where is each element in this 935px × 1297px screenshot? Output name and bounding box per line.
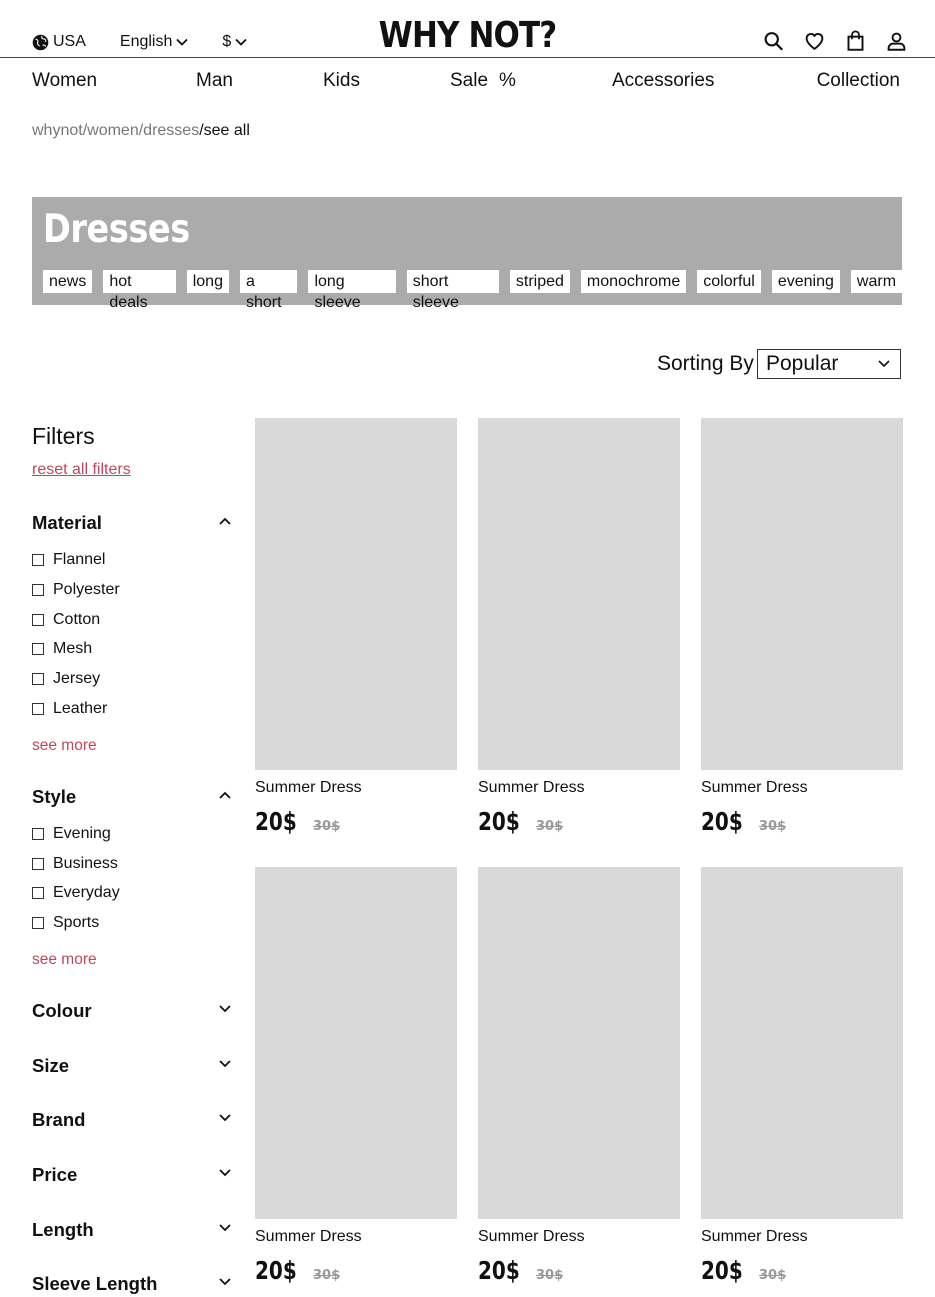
tag-warm[interactable]: warm	[851, 270, 902, 293]
tag-news[interactable]: news	[43, 270, 92, 293]
header-icons	[763, 30, 907, 52]
filter-price-header[interactable]: Price	[32, 1164, 78, 1185]
product-image[interactable]	[255, 867, 457, 1219]
option-label: Jersey	[53, 670, 101, 687]
option-label: Cotton	[53, 611, 101, 628]
language-label: English	[119, 33, 173, 50]
product-old-price: 30$	[759, 819, 787, 834]
nav-kids[interactable]: Kids	[323, 70, 360, 91]
product-card[interactable]	[478, 867, 680, 1285]
product-price: 20$	[255, 807, 297, 836]
main-nav	[32, 70, 900, 96]
page-title: Dresses	[43, 207, 190, 252]
filters-title: Filters	[32, 423, 95, 449]
user-icon[interactable]	[886, 30, 907, 52]
globe-icon	[32, 34, 49, 51]
filter-option-flannel[interactable]	[32, 551, 105, 569]
product-image[interactable]	[701, 418, 903, 770]
checkbox[interactable]	[32, 673, 44, 685]
tag-list	[43, 270, 902, 311]
filter-option-everyday[interactable]	[32, 884, 120, 902]
tag-long[interactable]: long	[187, 270, 229, 293]
chevron-down-icon[interactable]	[218, 1113, 232, 1123]
product-old-price: 30$	[313, 1268, 341, 1283]
chevron-up-icon[interactable]	[218, 790, 232, 800]
checkbox[interactable]	[32, 703, 44, 715]
option-label: Mesh	[53, 640, 93, 657]
filter-option-cotton[interactable]	[32, 611, 100, 629]
product-price: 20$	[478, 807, 520, 836]
product-name[interactable]: Summer Dress	[701, 779, 808, 796]
option-label: Leather	[53, 700, 108, 717]
filter-colour-header[interactable]: Colour	[32, 1000, 92, 1021]
filter-option-sports[interactable]	[32, 914, 99, 932]
chevron-down-icon[interactable]	[218, 1004, 232, 1014]
currency-label: $	[222, 33, 232, 50]
option-label: Everyday	[53, 884, 120, 901]
product-image[interactable]	[701, 867, 903, 1219]
reset-filters-link[interactable]: reset all filters	[32, 461, 131, 478]
filter-option-leather[interactable]	[32, 700, 107, 718]
filter-material-header[interactable]: Material	[32, 512, 102, 533]
product-prices	[478, 807, 680, 836]
chevron-down-icon[interactable]	[218, 1168, 232, 1178]
sort-label: Sorting By	[657, 352, 754, 375]
filter-option-evening[interactable]	[32, 825, 111, 843]
site-logo[interactable]: WHY NOT?	[378, 15, 557, 56]
product-card[interactable]	[478, 418, 680, 836]
checkbox[interactable]	[32, 643, 44, 655]
product-old-price: 30$	[313, 819, 341, 834]
tag-monochrome[interactable]: monochrome	[581, 270, 686, 293]
see-more-material[interactable]: see more	[32, 737, 97, 754]
checkbox[interactable]	[32, 554, 44, 566]
checkbox[interactable]	[32, 858, 44, 870]
breadcrumb-path[interactable]: whynot/women/dresses	[32, 122, 200, 139]
chevron-down-icon	[878, 358, 890, 370]
tag-short-sleeve[interactable]: short sleeve	[407, 270, 499, 293]
product-old-price: 30$	[759, 1268, 787, 1283]
filter-sleeve-length-header[interactable]: Sleeve Length	[32, 1273, 158, 1294]
product-card[interactable]	[701, 867, 903, 1285]
checkbox[interactable]	[32, 887, 44, 899]
heart-icon[interactable]	[804, 30, 825, 52]
nav-collection[interactable]: Collection	[816, 70, 900, 91]
bag-icon[interactable]	[845, 30, 866, 52]
product-image[interactable]	[255, 418, 457, 770]
product-old-price: 30$	[536, 1268, 564, 1283]
product-prices	[701, 807, 903, 836]
filter-style-header[interactable]: Style	[32, 786, 77, 807]
tag-a-short[interactable]: a short	[240, 270, 297, 293]
product-prices	[255, 1256, 457, 1285]
tag-long-sleeve[interactable]: long sleeve	[308, 270, 395, 293]
product-image[interactable]	[478, 867, 680, 1219]
filter-option-business[interactable]	[32, 855, 118, 873]
nav-women[interactable]: Women	[32, 70, 98, 91]
category-banner	[32, 197, 902, 311]
breadcrumb	[32, 122, 250, 140]
option-label: Polyester	[53, 581, 120, 598]
option-label: Flannel	[53, 551, 106, 568]
product-prices	[701, 1256, 903, 1285]
product-name[interactable]: Summer Dress	[478, 1228, 585, 1245]
option-label: Evening	[53, 825, 111, 842]
checkbox[interactable]	[32, 614, 44, 626]
checkbox[interactable]	[32, 917, 44, 929]
checkbox[interactable]	[32, 584, 44, 596]
header-divider	[0, 57, 935, 58]
filter-option-mesh[interactable]	[32, 640, 92, 658]
chevron-down-icon[interactable]	[218, 1059, 232, 1069]
product-prices	[255, 807, 457, 836]
nav-sale[interactable]: Sale	[450, 70, 489, 91]
tag-evening[interactable]: evening	[772, 270, 840, 293]
checkbox[interactable]	[32, 828, 44, 840]
product-prices	[478, 1256, 680, 1285]
filter-option-polyester[interactable]	[32, 581, 120, 599]
product-name[interactable]: Summer Dress	[255, 1228, 362, 1245]
product-price: 20$	[478, 1256, 520, 1285]
tag-striped[interactable]: striped	[510, 270, 570, 293]
product-name[interactable]: Summer Dress	[701, 1228, 808, 1245]
product-image[interactable]	[478, 418, 680, 770]
product-name[interactable]: Summer Dress	[478, 779, 585, 796]
product-price: 20$	[701, 807, 743, 836]
nav-man[interactable]: Man	[196, 70, 233, 91]
filter-length-header[interactable]: Length	[32, 1219, 94, 1240]
search-icon[interactable]	[763, 30, 784, 52]
nav-sale-percent[interactable]: %	[499, 70, 516, 91]
product-name[interactable]: Summer Dress	[255, 779, 362, 796]
nav-accessories[interactable]: Accessories	[612, 70, 715, 91]
product-card[interactable]	[701, 418, 903, 836]
product-price: 20$	[255, 1256, 297, 1285]
chevron-down-icon[interactable]	[218, 1223, 232, 1233]
tag-hot-deals[interactable]: hot deals	[103, 270, 175, 293]
region-label: USA	[53, 33, 86, 50]
see-more-style[interactable]: see more	[32, 951, 97, 968]
product-price: 20$	[701, 1256, 743, 1285]
filter-option-jersey[interactable]	[32, 670, 100, 688]
sort-select[interactable]	[757, 349, 901, 379]
tag-colorful[interactable]: colorful	[697, 270, 761, 293]
filter-size-header[interactable]: Size	[32, 1055, 70, 1076]
chevron-down-icon[interactable]	[218, 1277, 232, 1287]
sort-value: Popular	[766, 352, 839, 375]
product-card[interactable]	[255, 418, 457, 836]
option-label: Business	[53, 855, 118, 872]
product-old-price: 30$	[536, 819, 564, 834]
chevron-up-icon[interactable]	[218, 516, 232, 526]
option-label: Sports	[53, 914, 100, 931]
breadcrumb-current: /see all	[199, 122, 250, 139]
product-card[interactable]	[255, 867, 457, 1285]
filter-brand-header[interactable]: Brand	[32, 1109, 86, 1130]
